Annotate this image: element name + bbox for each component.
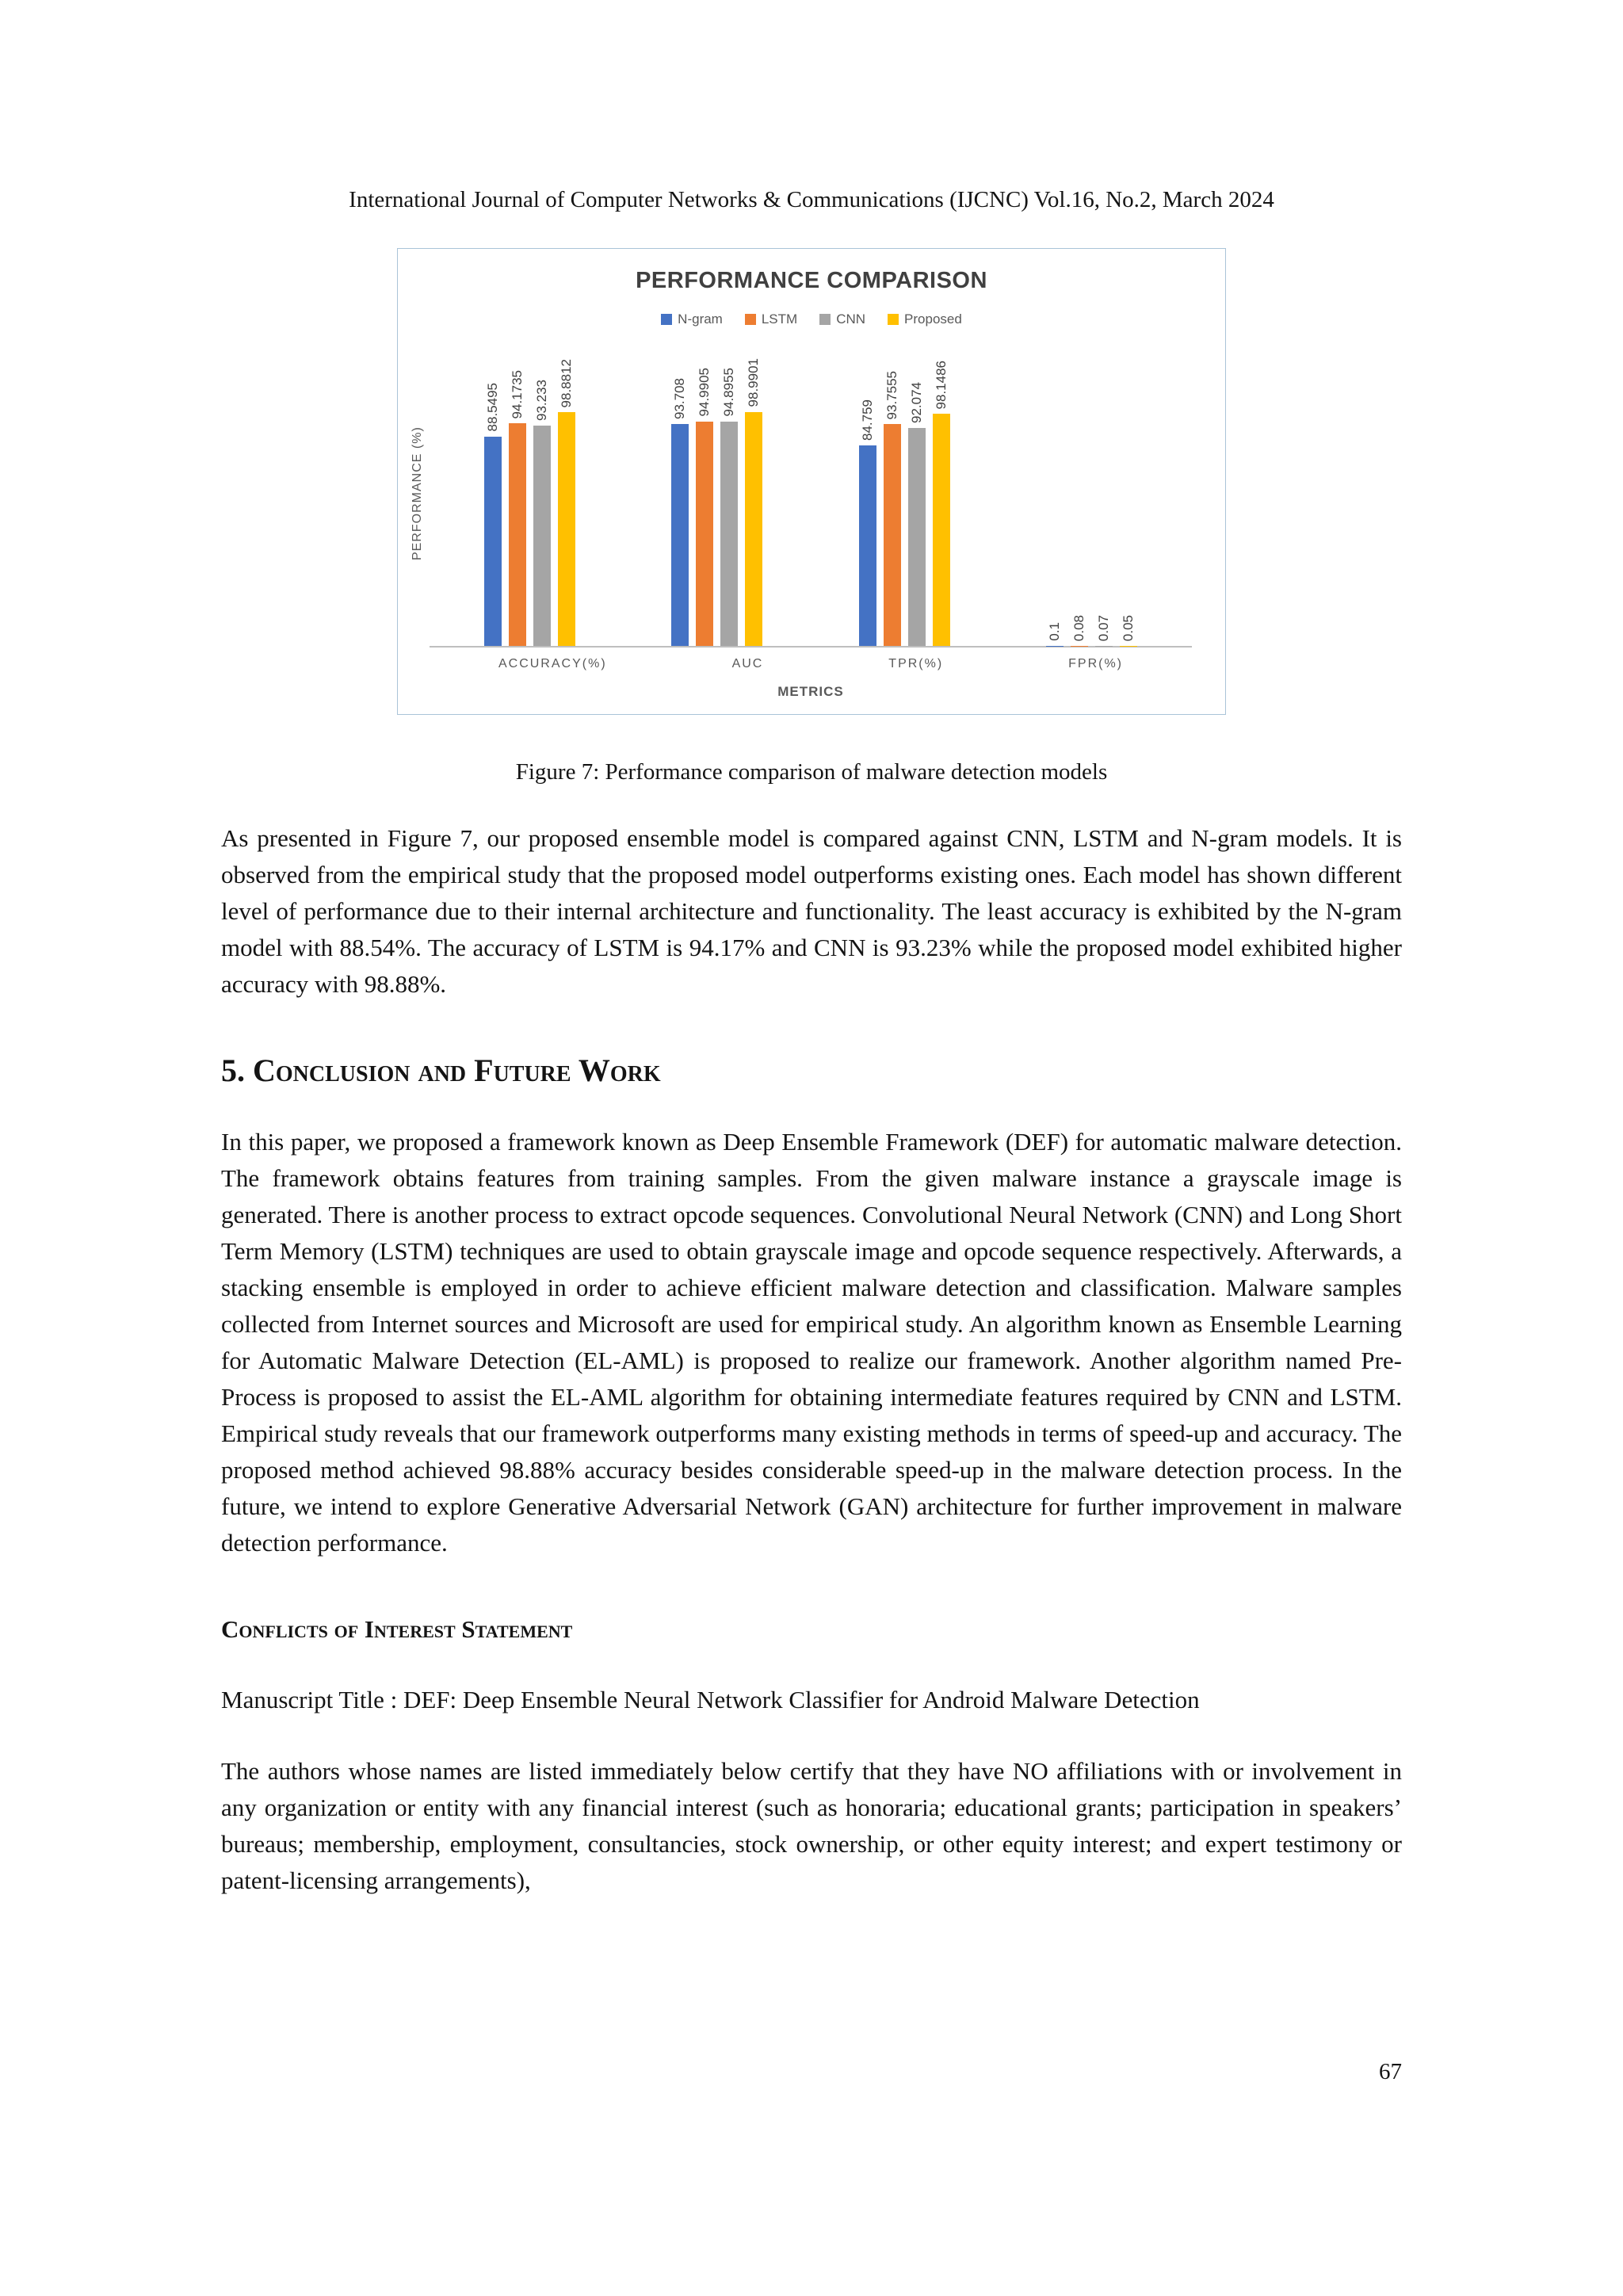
journal-header: International Journal of Computer Networks & Communications (IJCNC) Vol.16, No.2, March 2024 xyxy=(349,187,1274,212)
legend-item-n-gram xyxy=(661,311,723,327)
bar-wrap-lstm-tpr xyxy=(884,371,901,646)
chart-title: PERFORMANCE COMPARISON xyxy=(636,268,987,293)
figure-caption: Figure 7: Performance comparison of malware detection models xyxy=(515,759,1108,785)
bar-lstm-auc xyxy=(696,422,713,646)
bar-value-label-n-gram-fpr: 0.1 xyxy=(1047,622,1063,641)
paper-page xyxy=(221,0,1402,1899)
bar-group-auc xyxy=(671,358,762,646)
manuscript-title-paragraph: Manuscript Title : DEF: Deep Ensemble Neural Network Classifier for Android Malware Detection xyxy=(221,1686,1200,1713)
section-heading-conclusion: 5. Conclusion and Future Work xyxy=(221,1052,661,1088)
legend-swatch-proposed xyxy=(888,314,899,325)
bar-lstm-accuracy xyxy=(509,423,526,646)
conflicts-heading: Conflicts of Interest Statement xyxy=(221,1615,573,1643)
bar-value-label-proposed-fpr: 0.05 xyxy=(1121,614,1136,641)
bar-n-gram-auc xyxy=(671,424,689,646)
plot-wrap xyxy=(430,340,1192,700)
legend-label-n-gram: N-gram xyxy=(678,311,723,327)
bar-wrap-n-gram-tpr xyxy=(859,399,876,646)
legend-swatch-n-gram xyxy=(661,314,672,325)
conclusion-paragraph: In this paper, we proposed a framework known as Deep Ensemble Framework (DEF) for automatic malware detection. The framework obtains features from training samples. From the given malware instance a grayscale image is generated. There is another process to extract opcode sequences. Convolutional Neural Network (CNN) and Long Short Term Memory (LSTM) techniques are used to obtain grayscale image and opcode sequence respectively. Afterwards, a stacking ensemble is employed in order to achieve efficient malware detection and classification. Malware samples collected from Internet sources and Microsoft are used for empirical study. An algorithm known as Ensemble Learning for Automatic Malware Detection (EL-AML) is proposed to realize our framework. Another algorithm named Pre-Process is proposed to assist the EL-AML algorithm for obtaining intermediate features required by CNN and LSTM. Empirical study reveals that our framework outperforms many existing methods in terms of speed-up and accuracy. The proposed method achieved 98.88% accuracy besides considerable speed-up in the malware detection process. In the future, we intend to explore Generative Adversarial Network (GAN) architecture for further improvement in malware detection performance. xyxy=(221,1128,1402,1557)
bar-wrap-proposed-auc xyxy=(745,358,762,646)
y-axis-label: PERFORMANCE (%) xyxy=(411,426,424,561)
bar-group-tpr xyxy=(859,361,950,646)
bar-group-accuracy xyxy=(484,359,575,646)
bar-wrap-cnn-accuracy xyxy=(533,380,551,646)
category-label-accuracy: ACCURACY(%) xyxy=(498,657,607,670)
bar-cnn-tpr xyxy=(908,428,926,646)
bar-n-gram-tpr xyxy=(859,445,876,646)
bar-wrap-n-gram-accuracy xyxy=(484,383,502,646)
bar-value-label-proposed-auc: 98.9901 xyxy=(746,358,762,407)
legend-item-proposed xyxy=(888,311,962,327)
category-axis xyxy=(430,657,1192,671)
plot-area xyxy=(430,340,1192,648)
legend-label-proposed: Proposed xyxy=(904,311,962,327)
category-label-tpr: TPR(%) xyxy=(888,657,944,670)
x-axis-label: METRICS xyxy=(777,684,844,699)
bar-value-label-lstm-tpr: 93.7555 xyxy=(884,370,899,420)
bar-value-label-lstm-auc: 94.9905 xyxy=(697,368,712,417)
bar-wrap-n-gram-fpr xyxy=(1046,622,1064,646)
bar-wrap-lstm-fpr xyxy=(1071,615,1088,646)
category-label-fpr: FPR(%) xyxy=(1068,657,1124,670)
legend-item-cnn xyxy=(819,311,865,327)
bar-wrap-cnn-auc xyxy=(720,368,738,646)
bar-proposed-auc xyxy=(745,412,762,646)
bar-value-label-cnn-auc: 94.8955 xyxy=(721,368,737,417)
performance-comparison-chart xyxy=(397,248,1226,715)
bar-cnn-auc xyxy=(720,422,738,646)
legend-swatch-lstm xyxy=(745,314,756,325)
bar-wrap-cnn-fpr xyxy=(1095,615,1113,646)
page-number: 67 xyxy=(1379,2059,1402,2084)
bar-wrap-lstm-auc xyxy=(696,368,713,646)
bar-value-label-cnn-accuracy: 93.233 xyxy=(533,379,549,421)
bar-lstm-tpr xyxy=(884,424,901,646)
chart-plot-row xyxy=(398,340,1225,700)
bar-value-label-proposed-tpr: 98.1486 xyxy=(933,360,949,410)
bar-n-gram-accuracy xyxy=(484,437,502,646)
figure-discussion-paragraph: As presented in Figure 7, our proposed ensemble model is compared against CNN, LSTM and N-gram models. It is observed from the empirical study that the proposed model outperforms existing ones. Each model has shown different level of performance due to their internal architecture and functionality. The least accuracy is exhibited by the N-gram model with 88.54%. The accuracy of LSTM is 94.17% and CNN is 93.23% while the proposed model exhibited higher accuracy with 98.88%. xyxy=(221,824,1402,998)
bar-wrap-proposed-tpr xyxy=(933,361,950,646)
bar-group-fpr xyxy=(1046,615,1137,646)
bar-wrap-proposed-fpr xyxy=(1120,615,1137,646)
bar-value-label-lstm-accuracy: 94.1735 xyxy=(509,369,525,418)
bar-wrap-lstm-accuracy xyxy=(509,370,526,646)
bar-value-label-n-gram-tpr: 84.759 xyxy=(859,399,875,441)
bar-value-label-n-gram-auc: 93.708 xyxy=(672,378,688,420)
bar-proposed-accuracy xyxy=(558,412,575,646)
bar-value-label-cnn-fpr: 0.07 xyxy=(1096,614,1112,641)
bar-cnn-accuracy xyxy=(533,426,551,646)
bar-value-label-n-gram-accuracy: 88.5495 xyxy=(484,383,500,432)
chart-legend xyxy=(398,311,1225,327)
legend-label-lstm: LSTM xyxy=(761,311,798,327)
bar-wrap-n-gram-auc xyxy=(671,378,689,646)
category-label-auc: AUC xyxy=(731,657,764,670)
bar-value-label-proposed-accuracy: 98.8812 xyxy=(558,358,574,407)
legend-item-lstm xyxy=(745,311,797,327)
bar-wrap-cnn-tpr xyxy=(908,382,926,646)
legend-swatch-cnn xyxy=(819,314,831,325)
legend-label-cnn: CNN xyxy=(836,311,866,327)
bar-value-label-cnn-tpr: 92.074 xyxy=(908,382,924,424)
conflicts-statement-paragraph: The authors whose names are listed immediately below certify that they have NO affiliations with or involvement in any organization or entity with any financial interest (such as honoraria; educational grants; participation in speakers’ bureaus; membership, employment, consultancies, stock ownership, or other equity interest; and expert testimony or patent-licensing arrangements), xyxy=(221,1757,1402,1894)
bar-wrap-proposed-accuracy xyxy=(558,359,575,646)
bar-value-label-lstm-fpr: 0.08 xyxy=(1071,614,1087,641)
bar-proposed-tpr xyxy=(933,414,950,646)
